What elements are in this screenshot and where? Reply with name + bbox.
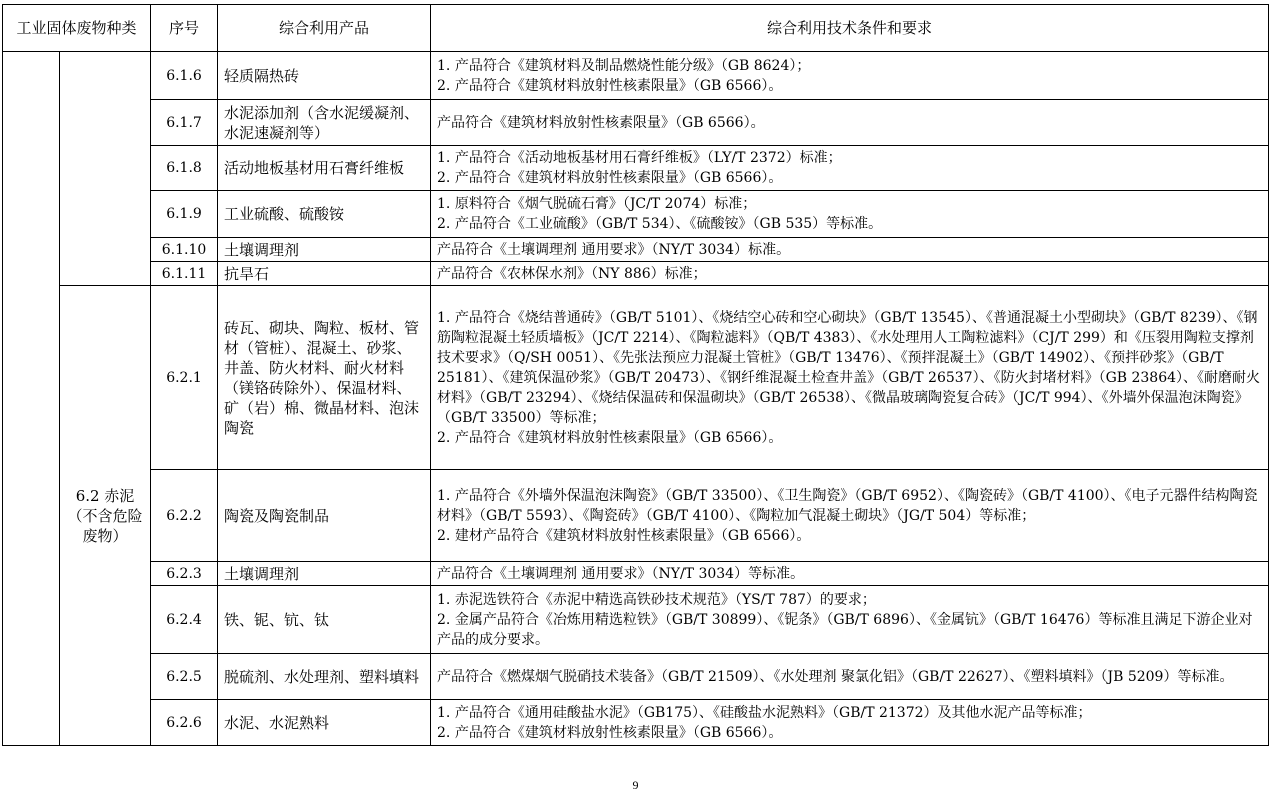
requirement-line: 产品符合《燃煤烟气脱硝技术装备》（GB/T 21509）、《水处理剂 聚氯化铝》（GB/T 22627）、《塑料填料》（JB 5209）等标准。: [437, 668, 1234, 685]
row-product: 脱硫剂、水处理剂、塑料填料: [218, 654, 431, 700]
row-number: 6.2.3: [151, 562, 218, 586]
row-requirements: [431, 191, 1269, 238]
row-number: 6.1.8: [151, 146, 218, 191]
requirement-line: 2. 产品符合《建筑材料放射性核素限量》（GB 6566）。: [437, 429, 783, 446]
row-product: 土壤调理剂: [218, 238, 431, 262]
requirement-line: 1. 产品符合《烧结普通砖》（GB/T 5101）、《烧结空心砖和空心砌块》（GB/T 13545）、《普通混凝土小型砌块》（GB/T 8239）、《钢筋陶粒混凝土轻质墙板》（JC/T 2214）、《陶粒滤料》（QB/T 4383）、《水处理用人工陶粒滤料》（CJ/T 299）和《压裂用陶粒支撑剂技术要求》（Q/SH 0051）、《先张法预应力混凝土管桩》（GB/T 13476）、《预拌混凝土》（GB/T 14902）、《预拌砂浆》（GB/T 25181）、《建筑保温砂浆》（GB/T 20473）、《钢纤维混凝土检查井盖》（GB/T 26537）、《防火封堵材料》（GB 23864）、《耐磨耐火材料》（GB/T 23294）、《烧结保温砖和保温砌块》（GB/T 26538）、《微晶玻璃陶瓷复合砖》（JC/T 994）、《外墙外保温泡沫陶瓷》（GB/T 33500）等标准；: [437, 309, 1261, 426]
row-number: 6.2.6: [151, 700, 218, 746]
requirement-line: 2. 产品符合《工业硫酸》（GB/T 534）、《硫酸铵》（GB 535）等标准。: [437, 216, 883, 232]
row-requirements: [431, 262, 1269, 286]
table-row: [3, 654, 1269, 700]
row-number: 6.1.10: [151, 238, 218, 262]
requirement-line: 2. 金属产品符合《冶炼用精选粒铁》（GB/T 30899）、《铌条》（GB/T 6896）、《金属钪》（GB/T 16476）等标准且满足下游企业对产品的成分要求。: [437, 611, 1253, 648]
header-requirements: 综合利用技术条件和要求: [431, 5, 1269, 52]
header-category: 工业固体废物种类: [3, 5, 151, 52]
row-product: 活动地板基材用石膏纤维板: [218, 146, 431, 191]
row-requirements: [431, 238, 1269, 262]
row-requirements: [431, 562, 1269, 586]
header-row: [3, 5, 1269, 52]
standards-table: [2, 4, 1269, 746]
table-row: [3, 562, 1269, 586]
requirement-line: 1. 产品符合《外墙外保温泡沫陶瓷》（GB/T 33500）、《卫生陶瓷》（GB/T 6952）、《陶瓷砖》（GB/T 4100）、《电子元器件结构陶瓷材料》（GB/T 5593）、《陶瓷砖》（GB/T 4100）、《陶粒加气混凝土砌块》（JG/T 504）等标准；: [437, 487, 1258, 524]
table-row: [3, 100, 1269, 146]
requirement-line: 2. 产品符合《建筑材料放射性核素限量》（GB 6566）。: [437, 77, 783, 94]
row-number: 6.1.6: [151, 52, 218, 100]
row-product: 轻质隔热砖: [218, 52, 431, 100]
row-requirements: [431, 286, 1269, 470]
category-6-2-label: 6.2 赤泥（不含危险废物）: [60, 286, 151, 746]
row-product: 水泥添加剂（含水泥缓凝剂、水泥速凝剂等）: [218, 100, 431, 146]
table-row: [3, 286, 1269, 470]
row-requirements: [431, 470, 1269, 562]
requirement-line: 产品符合《建筑材料放射性核素限量》（GB 6566）。: [437, 114, 765, 131]
row-requirements: [431, 654, 1269, 700]
row-requirements: [431, 100, 1269, 146]
row-number: 6.2.5: [151, 654, 218, 700]
header-number: 序号: [151, 5, 218, 52]
row-number: 6.2.1: [151, 286, 218, 470]
category-cell-6-1: [60, 52, 151, 286]
requirement-line: 1. 产品符合《活动地板基材用石膏纤维板》（LY/T 2372）标准；: [437, 150, 842, 166]
row-number: 6.1.11: [151, 262, 218, 286]
row-number: 6.1.7: [151, 100, 218, 146]
requirement-line: 1. 产品符合《通用硅酸盐水泥》（GB175）、《硅酸盐水泥熟料》（GB/T 21372）及其他水泥产品等标准；: [437, 704, 1092, 721]
row-number: 6.2.2: [151, 470, 218, 562]
table-row: [3, 146, 1269, 191]
category-cell-6: [3, 52, 60, 746]
requirement-line: 1. 产品符合《建筑材料及制品燃烧性能分级》（GB 8624）；: [437, 57, 811, 74]
row-product: 砖瓦、砌块、陶粒、板材、管材（管桩）、混凝土、砂浆、井盖、防火材料、耐火材料（镁铬砖除外）、保温材料、矿（岩）棉、微晶材料、泡沫陶瓷: [218, 286, 431, 470]
requirement-line: 2. 产品符合《建筑材料放射性核素限量》（GB 6566）。: [437, 724, 783, 741]
page-number: 9: [632, 778, 639, 792]
row-product: 抗旱石: [218, 262, 431, 286]
table-row: [3, 52, 1269, 100]
row-requirements: [431, 52, 1269, 100]
row-requirements: [431, 586, 1269, 654]
row-number: 6.2.4: [151, 586, 218, 654]
requirement-line: 产品符合《农林保水剂》（NY 886）标准；: [437, 265, 707, 282]
requirement-line: 产品符合《土壤调理剂 通用要求》（NY/T 3034）标准。: [437, 241, 791, 258]
table-row: [3, 191, 1269, 238]
row-requirements: [431, 146, 1269, 191]
requirement-line: 产品符合《土壤调理剂 通用要求》（NY/T 3034）等标准。: [437, 565, 805, 582]
table-row: [3, 262, 1269, 286]
row-product: 土壤调理剂: [218, 562, 431, 586]
row-product: 工业硫酸、硫酸铵: [218, 191, 431, 238]
table-row: [3, 700, 1269, 746]
requirement-line: 1. 原料符合《烟气脱硫石膏》（JC/T 2074）标准；: [437, 196, 757, 212]
row-number: 6.1.9: [151, 191, 218, 238]
table-row: [3, 470, 1269, 562]
table-row: [3, 238, 1269, 262]
row-requirements: [431, 700, 1269, 746]
row-product: 陶瓷及陶瓷制品: [218, 470, 431, 562]
row-product: 水泥、水泥熟料: [218, 700, 431, 746]
requirement-line: 2. 产品符合《建筑材料放射性核素限量》（GB 6566）。: [437, 170, 783, 186]
header-product: 综合利用产品: [218, 5, 431, 52]
row-product: 铁、铌、钪、钛: [218, 586, 431, 654]
table-row: [3, 586, 1269, 654]
requirement-line: 2. 建材产品符合《建筑材料放射性核素限量》（GB 6566）。: [437, 527, 811, 544]
requirement-line: 1. 赤泥选铁符合《赤泥中精选高铁砂技术规范》（YS/T 787）的要求；: [437, 591, 876, 608]
